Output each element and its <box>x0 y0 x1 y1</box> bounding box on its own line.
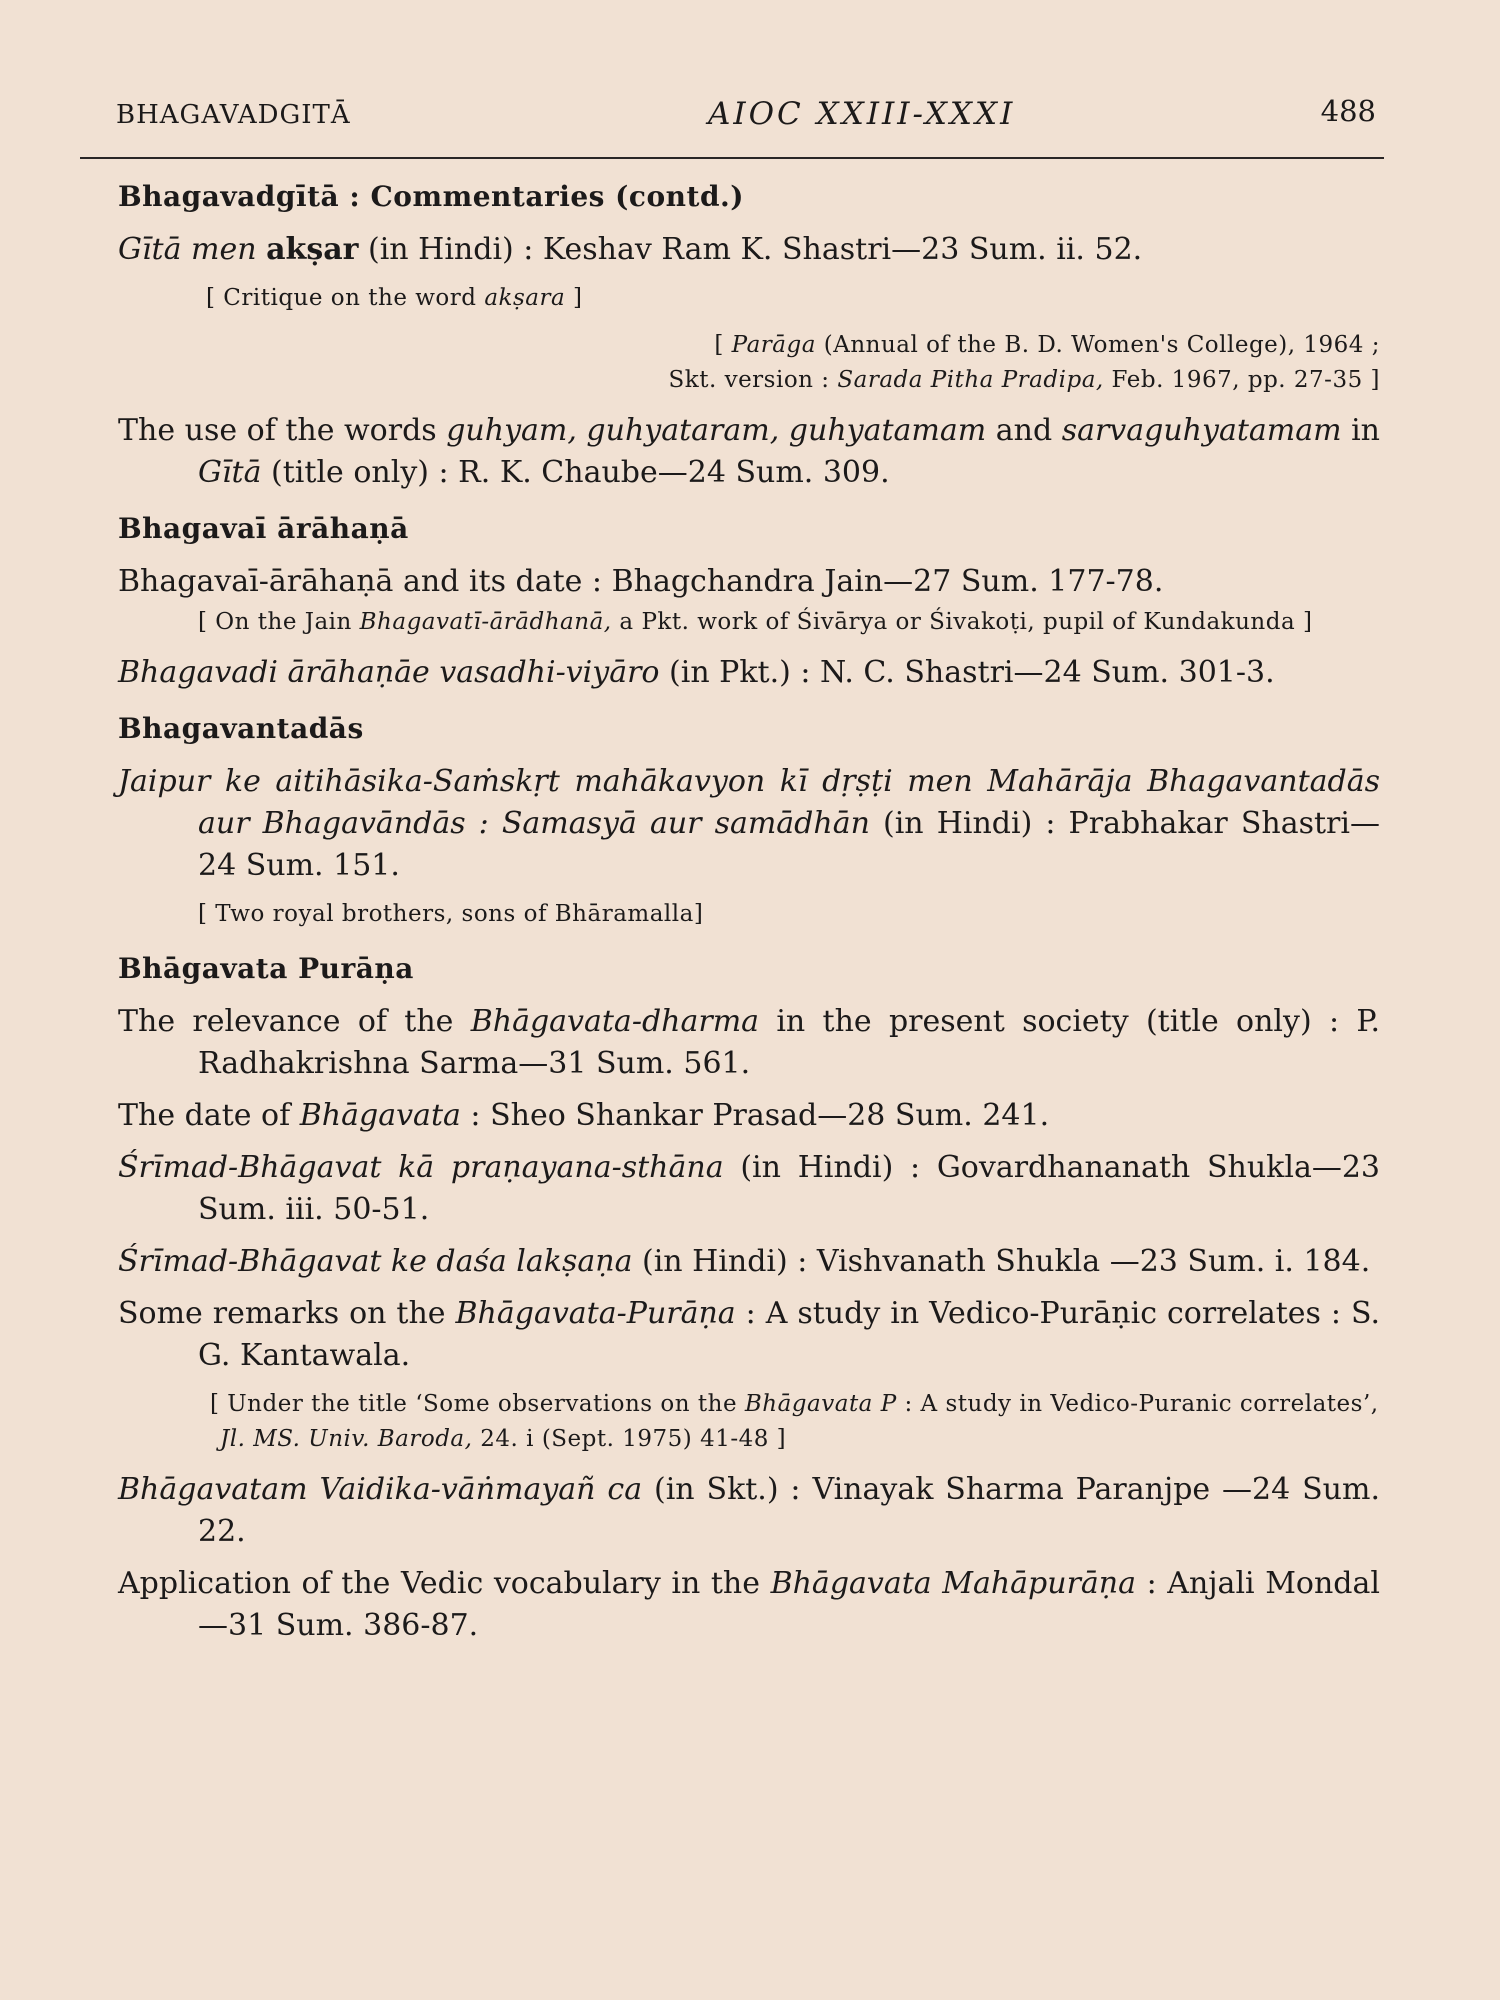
entry-date-of-bhagavata: The date of Bhāgavata : Sheo Shankar Prasad—28 Sum. 241. <box>118 1098 1050 1133</box>
header-section-name: BHAGAVADGITĀ <box>116 100 351 130</box>
bibliography-content <box>118 180 1380 1657</box>
entry-note: [ Two royal brothers, sons of Bhāramalla] <box>198 901 704 927</box>
entry-aradhana-date: Bhagavaī-ārāhaṇā and its date : Bhagchandra Jain—27 Sum. 177-78. <box>118 564 1164 599</box>
section-heading-commentaries: Bhagavadgītā : Commentaries (contd.) <box>118 180 745 213</box>
entry-vaidika-vanmayan: Bhāgavatam Vaidika-vāṅmayañ ca (in Skt.) : Vinayak Sharma Paranjpe —24 Sum. 22. <box>118 1472 1380 1549</box>
section-heading-aradhana: Bhagavaī ārāhaṇā <box>118 512 409 545</box>
entry-source: [ Parāga (Annual of the B. D. Women's College), 1964 ; <box>714 332 1380 358</box>
section-heading-bhagavata-purana: Bhāgavata Purāṇa <box>118 952 414 985</box>
entry-gita-men-aksar: Gītā men akṣar (in Hindi) : Keshav Ram K. Shastri—23 Sum. ii. 52. <box>118 232 1143 267</box>
header-rule <box>80 157 1384 159</box>
entry-jaipur-aitihasika: Jaipur ke aitihāsika-Saṁskṛt mahākavyon kī dṛṣṭi men Mahārāja Bhagavantadās aur Bhagavāndās : Samasyā aur samādhān (in Hindi) : Prabhakar Shastri—24 Sum. 151. <box>118 764 1380 883</box>
entry-note: [ On the Jain Bhagavatī-ārādhanā, a Pkt. work of Śivārya or Śivakoṭi, pupil of Kundakunda ] <box>198 609 1313 635</box>
entry-some-remarks: Some remarks on the Bhāgavata-Purāṇa : A study in Vedico-Purāṇic correlates : S. G. Kantawala. <box>118 1296 1380 1373</box>
entry-vedic-vocabulary: Application of the Vedic vocabulary in the Bhāgavata Mahāpurāṇa : Anjali Mondal—31 Sum. 386-87. <box>118 1566 1380 1643</box>
entry-vasadhi-viyaro: Bhagavadi ārāhaṇāe vasadhi-viyāro (in Pkt.) : N. C. Shastri—24 Sum. 301-3. <box>118 655 1275 690</box>
entry-source: Skt. version : Sarada Pitha Pradipa, Feb. 1967, pp. 27-35 ] <box>668 367 1380 393</box>
entry-pranayana-sthana: Śrīmad-Bhāgavat kā praṇayana-sthāna (in Hindi) : Govardhananath Shukla—23 Sum. iii. 50-51. <box>118 1150 1381 1227</box>
entry-note: [ Critique on the word akṣara ] <box>206 285 583 311</box>
page-number: 488 <box>1320 94 1376 128</box>
entry-guhyam: The use of the words guhyam, guhyataram, guhyatamam and sarvaguhyatamam in Gītā (title only) : R. K. Chaube—24 Sum. 309. <box>118 413 1380 490</box>
running-header <box>80 92 1380 136</box>
entry-bhagavata-dharma: The relevance of the Bhāgavata-dharma in the present society (title only) : P. Radhakrishna Sarma—31 Sum. 561. <box>118 1004 1380 1081</box>
entry-note: [ Under the title ‘Some observations on the Bhāgavata P : A study in Vedico-Puranic correlates’, Jl. MS. Univ. Baroda, 24. i (Sept. 1975) 41-48 ] <box>210 1391 1379 1452</box>
entry-dasa-laksana: Śrīmad-Bhāgavat ke daśa lakṣaṇa (in Hindi) : Vishvanath Shukla —23 Sum. i. 184. <box>118 1244 1371 1279</box>
section-heading-bhagavantadas: Bhagavantadās <box>118 712 364 745</box>
header-series-title: AIOC XXIII-XXXI <box>708 96 1016 132</box>
